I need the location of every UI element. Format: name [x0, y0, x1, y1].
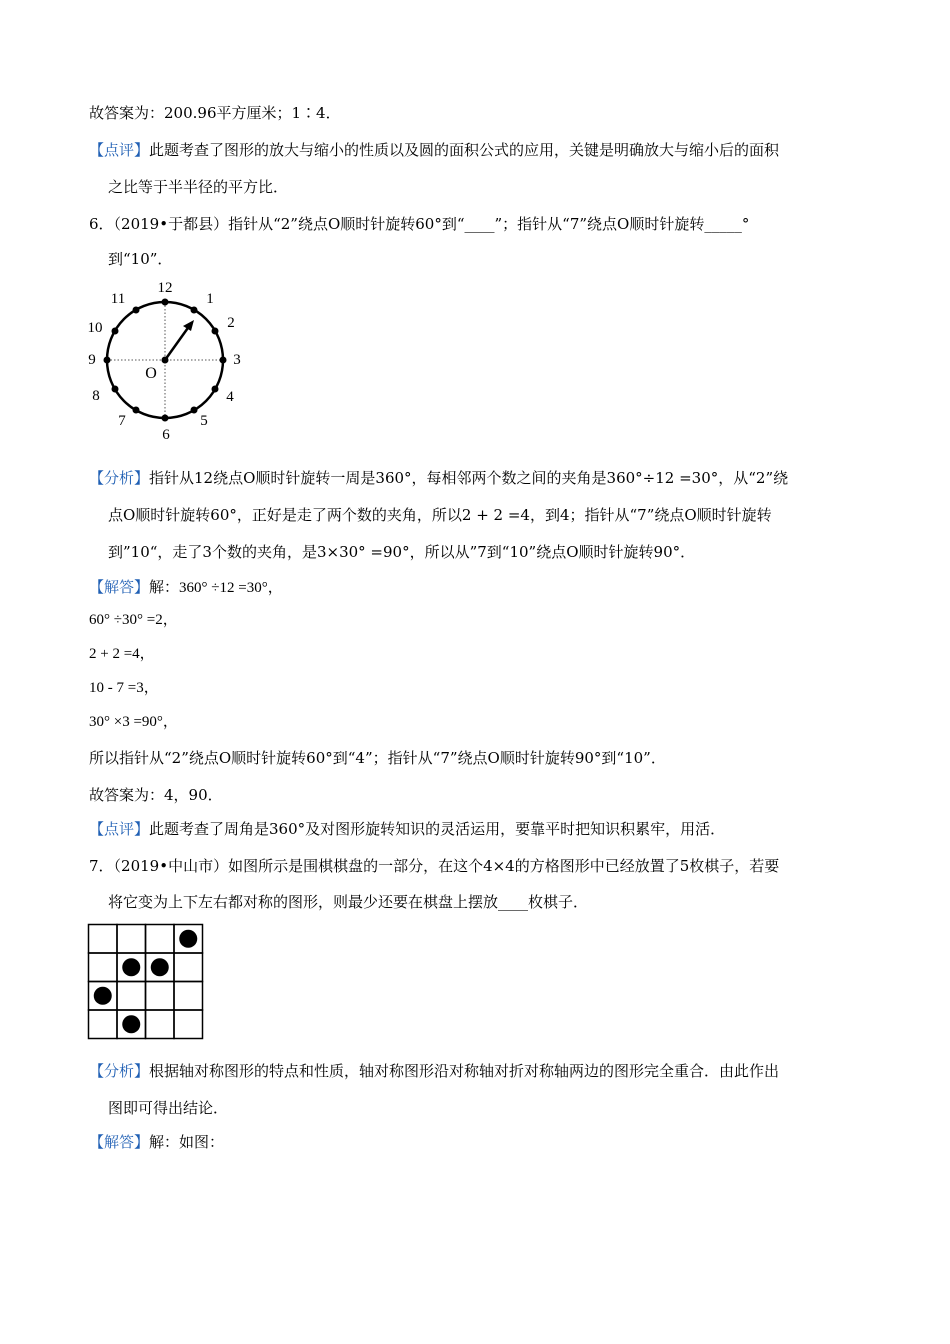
board-cell	[174, 982, 203, 1011]
clock-number-1: 1	[206, 291, 214, 307]
analysis-tag: 【分析】	[89, 469, 150, 487]
analysis-line-q7	[89, 1061, 779, 1081]
black-stone	[94, 987, 112, 1005]
analysis-line-q7-cont: 图即可得出结论．	[108, 1099, 229, 1117]
question-6: 6．（2019•于都县）指针从“2”绕点O顺时针旋转60°到“____”；指针从“7”绕点O顺时针旋转_____°	[89, 215, 750, 233]
analysis-tag-2: 【分析】	[89, 1062, 150, 1080]
analysis-line-2: 点O顺时针旋转60°，正好是走了两个数的夹角，所以2 + 2 =4，到4；指针从“7”绕点O顺时针旋转	[108, 506, 772, 524]
board-cell	[146, 925, 175, 954]
review-tag: 【点评】	[89, 141, 150, 159]
black-stone	[122, 958, 140, 976]
clock-center-label: O	[145, 365, 157, 382]
board-cell	[89, 953, 118, 982]
clock-number-6: 6	[162, 427, 170, 443]
answer-line-q6: 故答案为：4，90．	[89, 786, 223, 804]
question-7: 7．（2019•中山市）如图所示是围棋棋盘的一部分，在这个4×4的方格图形中已经放置了5枚棋子，若要	[89, 857, 780, 875]
analysis-text-q7: 根据轴对称图形的特点和性质，轴对称图形沿对称轴对折对称轴两边的图形完全重合．由此作出	[149, 1062, 780, 1080]
math-line-4: 30° ×3 =90°，	[89, 714, 178, 730]
black-stone	[122, 1015, 140, 1033]
clock-number-8: 8	[92, 388, 100, 404]
solution-line-q7	[89, 1132, 224, 1152]
review-line-q6	[89, 819, 725, 839]
clock-number-7: 7	[118, 413, 126, 429]
analysis-line-3: 到”10“，走了3个数的夹角，是3×30° =90°，所以从”7到“10”绕点O顺时针旋转90°．	[108, 543, 696, 561]
clock-number-2: 2	[227, 315, 235, 331]
clock-number-10: 10	[87, 320, 103, 336]
clock-hand-arrowhead	[183, 320, 194, 331]
board-cell	[117, 925, 146, 954]
review-tag-2: 【点评】	[89, 820, 150, 838]
solution-tag-2: 【解答】	[89, 1133, 150, 1151]
board-cell	[146, 982, 175, 1011]
black-stone	[179, 930, 197, 948]
review-text-2: 此题考查了周角是360°及对图形旋转知识的灵活运用，要靠平时把知识积累牢，用活．	[149, 820, 726, 838]
math-line-3: 10 - 7 =3，	[89, 680, 159, 696]
analysis-line-1	[89, 468, 788, 488]
math-line-2: 2 + 2 =4，	[89, 646, 155, 662]
board-cell	[117, 982, 146, 1011]
clock-number-9: 9	[88, 352, 96, 368]
question-7-cont: 将它变为上下左右都对称的图形，则最少还要在棋盘上摆放____枚棋子．	[108, 893, 589, 911]
board-cell	[89, 925, 118, 954]
clock-number-12: 12	[157, 280, 173, 296]
question-6-cont: 到“10”．	[108, 250, 173, 268]
clock-hand	[165, 325, 190, 360]
analysis-text-1: 指针从12绕点O顺时针旋转一周是360°，每相邻两个数之间的夹角是360°÷12 =30°，从“2”绕	[149, 469, 789, 487]
answer-line-q5: 故答案为：200.96平方厘米；1∶4．	[89, 104, 341, 122]
clock-figure	[80, 278, 250, 448]
board-cell	[146, 1010, 175, 1039]
review-line-q5	[89, 140, 779, 160]
black-stone	[151, 958, 169, 976]
clock-number-4: 4	[226, 389, 234, 405]
solution-tag: 【解答】	[89, 578, 150, 596]
conclusion-line: 所以指针从“2”绕点O顺时针旋转60°到“4”；指针从“7”绕点O顺时针旋转90°到“10”．	[89, 749, 666, 767]
board-cell	[89, 1010, 118, 1039]
review-text-cont: 之比等于半半径的平方比．	[108, 178, 289, 196]
solution-text-q7: 解：如图：	[149, 1133, 225, 1151]
board-cell	[174, 1010, 203, 1039]
solution-text-1: 解：360° ÷12 =30°，	[149, 580, 283, 596]
solution-line-1	[89, 577, 283, 598]
board-cell	[174, 953, 203, 982]
clock-number-5: 5	[200, 413, 208, 429]
clock-number-11: 11	[110, 291, 126, 307]
clock-number-3: 3	[233, 352, 241, 368]
review-text: 此题考查了图形的放大与缩小的性质以及圆的面积公式的应用，关键是明确放大与缩小后的面积	[149, 141, 780, 159]
math-line-1: 60° ÷30° =2，	[89, 612, 178, 628]
go-board-figure	[87, 923, 207, 1041]
